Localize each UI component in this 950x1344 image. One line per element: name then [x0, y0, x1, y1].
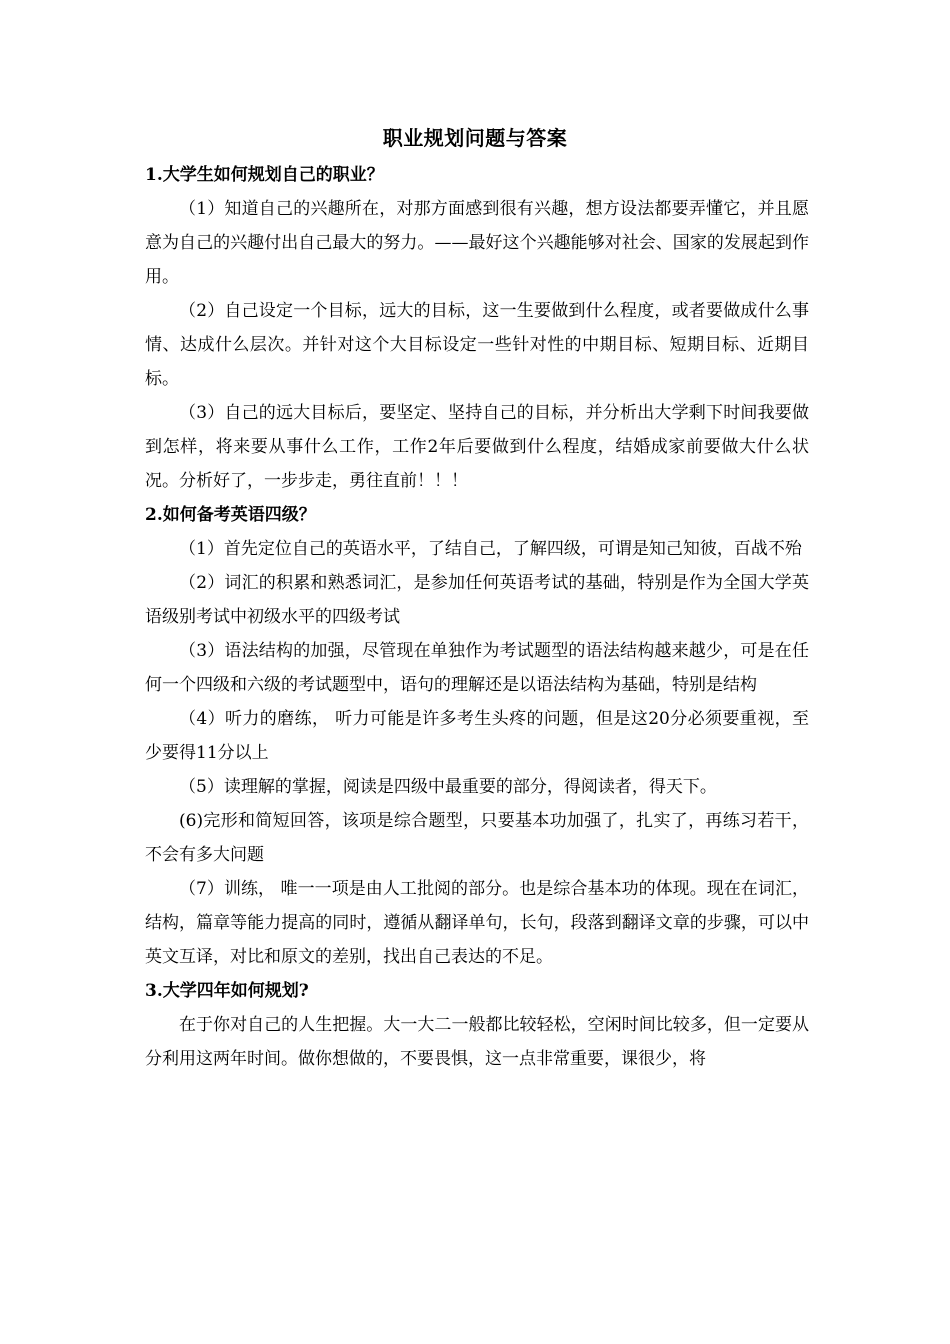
document-body: [145, 158, 809, 1076]
paragraph: （5）读理解的掌握，阅读是四级中最重要的部分，得阅读者，得天下。: [179, 777, 717, 797]
section-heading: 2.如何备考英语四级？: [145, 505, 316, 525]
paragraph: （4）听力的磨练， 听力可能是许多考生头疼的问题，但是这20分必须要重视，至少要得11分以上: [145, 709, 809, 763]
document-title: 职业规划问题与答案: [382, 126, 568, 150]
paragraph: 在于你对自己的人生把握。大一大二一般都比较轻松，空闲时间比较多，但一定要从分利用这两年时间。做你想做的，不要畏惧，这一点非常重要，课很少，将: [145, 1015, 809, 1069]
paragraph: （7）训练， 唯一一项是由人工批阅的部分。也是综合基本功的体现。现在在词汇，结构，篇章等能力提高的同时，遵循从翻译单句，长句，段落到翻译文章的步骤，可以中英文互译，对比和原文的差别，找出自己表达的不足。: [145, 879, 809, 967]
section-heading: 3.大学四年如何规划?: [145, 981, 309, 1001]
paragraph: （1）首先定位自己的英语水平，了结自己，了解四级，可谓是知己知彼，百战不殆: [179, 539, 802, 559]
paragraph: （3）语法结构的加强，尽管现在单独作为考试题型的语法结构越来越少，可是在任何一个四级和六级的考试题型中，语句的理解还是以语法结构为基础，特别是结构: [145, 641, 809, 695]
paragraph: （2）自己设定一个目标，远大的目标，这一生要做到什么程度，或者要做成什么事情、达成什么层次。并针对这个大目标设定一些针对性的中期目标、短期目标、近期目标。: [145, 301, 809, 389]
paragraph: （3）自己的远大目标后，要坚定、坚持自己的目标，并分析出大学剩下时间我要做到怎样，将来要从事什么工作，工作2年后要做到什么程度，结婚成家前要做大什么状况。分析好了，一步步走，勇往直前！！！: [145, 403, 809, 491]
paragraph: (6)完形和简短回答，该项是综合题型，只要基本功加强了，扎实了，再练习若干，不会有多大问题: [145, 811, 809, 865]
paragraph: （2）词汇的积累和熟悉词汇，是参加任何英语考试的基础，特别是作为全国大学英语级别考试中初级水平的四级考试: [145, 573, 809, 627]
section-heading: 1.大学生如何规划自己的职业？: [145, 165, 384, 185]
paragraph: （1）知道自己的兴趣所在，对那方面感到很有兴趣，想方设法都要弄懂它，并且愿意为自己的兴趣付出自己最大的努力。——最好这个兴趣能够对社会、国家的发展起到作用。: [145, 199, 809, 287]
